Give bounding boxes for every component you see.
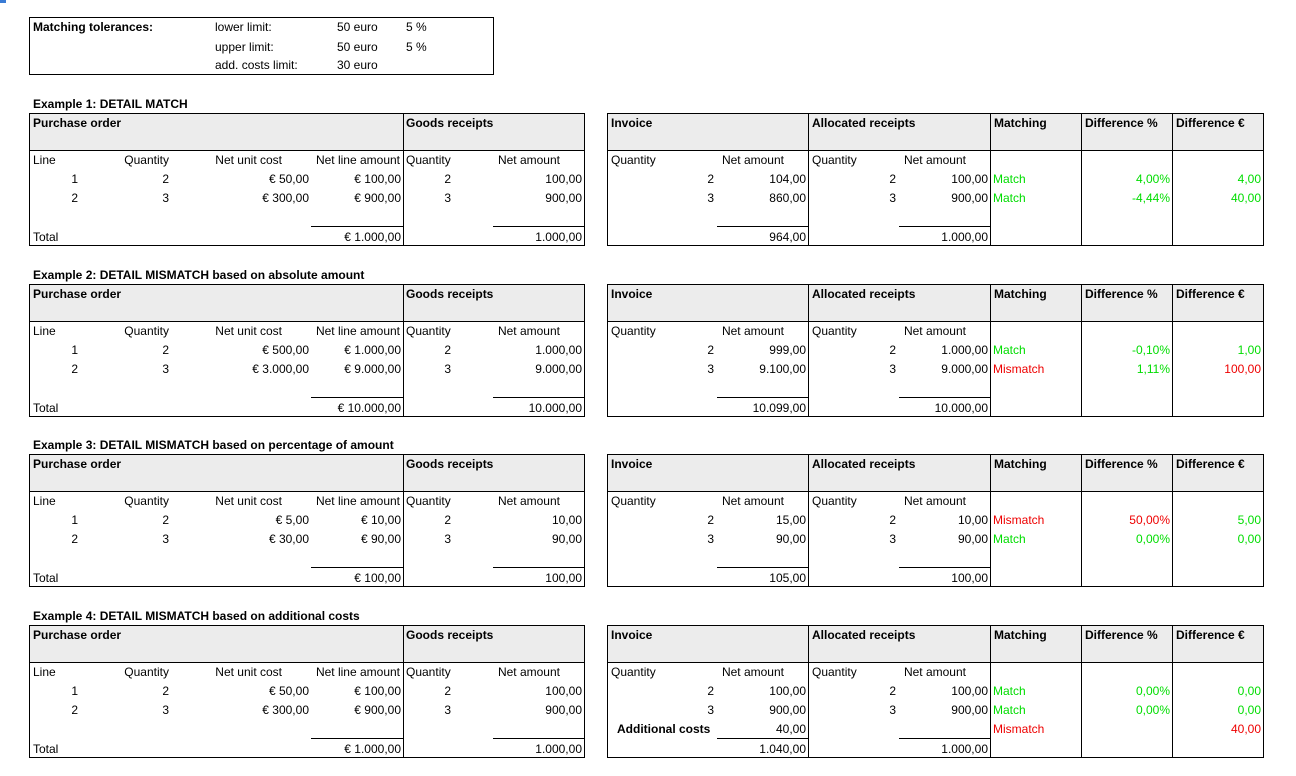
inv-net-amount: 100,00 bbox=[769, 684, 806, 698]
allocated-receipts-heading: Allocated receipts bbox=[812, 287, 916, 301]
sum-line bbox=[899, 567, 990, 568]
col-gr-net-amount: Net amount bbox=[497, 494, 560, 508]
col-net-line-amount: Net line amount bbox=[315, 324, 400, 338]
al-quantity: 2 bbox=[889, 343, 896, 357]
col-quantity: Quantity bbox=[124, 153, 169, 167]
sum-line bbox=[493, 397, 584, 398]
sum-line bbox=[717, 397, 808, 398]
inv-net-amount: 860,00 bbox=[769, 191, 806, 205]
match-status: Match bbox=[993, 191, 1026, 205]
column-divider bbox=[1081, 454, 1082, 587]
line-number: 2 bbox=[71, 362, 78, 376]
column-divider bbox=[808, 625, 809, 758]
difference-pct: -0,10% bbox=[1131, 343, 1170, 357]
sum-line bbox=[717, 738, 808, 739]
difference-eur-heading: Difference € bbox=[1176, 287, 1245, 301]
line-number: 2 bbox=[71, 532, 78, 546]
column-divider bbox=[1172, 454, 1173, 587]
col-al-quantity: Quantity bbox=[812, 665, 857, 679]
gr-net-amount: 10,00 bbox=[551, 513, 582, 527]
gr-quantity: 3 bbox=[444, 191, 451, 205]
gr-net-amount: 100,00 bbox=[545, 172, 582, 186]
col-al-quantity: Quantity bbox=[812, 324, 857, 338]
matching-heading: Matching bbox=[994, 116, 1047, 130]
col-gr-quantity: Quantity bbox=[406, 324, 451, 338]
total-gr: 1.000,00 bbox=[535, 742, 582, 756]
inv-quantity: 2 bbox=[707, 172, 714, 186]
sum-line bbox=[493, 226, 584, 227]
additional-costs-match: Mismatch bbox=[993, 722, 1045, 736]
example-title: Example 2: DETAIL MISMATCH based on absolute amount bbox=[33, 268, 365, 282]
sum-line bbox=[311, 567, 403, 568]
column-divider bbox=[1172, 625, 1173, 758]
total-po: € 100,00 bbox=[354, 571, 401, 585]
difference-eur-heading: Difference € bbox=[1176, 628, 1245, 642]
col-gr-net-amount: Net amount bbox=[497, 665, 560, 679]
po-gr-divider bbox=[403, 625, 404, 758]
difference-eur: 4,00 bbox=[1237, 172, 1261, 186]
difference-eur: 40,00 bbox=[1230, 191, 1261, 205]
col-line: Line bbox=[33, 153, 56, 167]
gr-net-amount: 900,00 bbox=[545, 191, 582, 205]
col-inv-quantity: Quantity bbox=[611, 324, 656, 338]
line-amount: € 100,00 bbox=[354, 684, 401, 698]
goods-receipts-heading: Goods receipts bbox=[406, 457, 494, 471]
col-inv-net-amount: Net amount bbox=[721, 665, 784, 679]
goods-receipts-heading: Goods receipts bbox=[406, 287, 494, 301]
line-quantity: 3 bbox=[162, 191, 169, 205]
al-quantity: 3 bbox=[889, 703, 896, 717]
line-quantity: 3 bbox=[162, 532, 169, 546]
gr-quantity: 3 bbox=[444, 703, 451, 717]
col-al-net-amount: Net amount bbox=[903, 153, 966, 167]
gr-net-amount: 1.000,00 bbox=[535, 343, 582, 357]
line-amount: € 9.000,00 bbox=[344, 362, 401, 376]
line-unit-cost: € 50,00 bbox=[268, 172, 309, 186]
line-number: 1 bbox=[71, 684, 78, 698]
invoice-heading: Invoice bbox=[611, 457, 653, 471]
total-label: Total bbox=[33, 571, 59, 585]
tol-addcost-label: add. costs limit: bbox=[215, 58, 298, 72]
allocated-receipts-heading: Allocated receipts bbox=[812, 628, 916, 642]
line-amount: € 900,00 bbox=[354, 191, 401, 205]
difference-pct-heading: Difference % bbox=[1085, 628, 1158, 642]
difference-pct: -4,44% bbox=[1131, 191, 1170, 205]
total-gr: 100,00 bbox=[545, 571, 582, 585]
line-quantity: 2 bbox=[162, 513, 169, 527]
col-net-unit-cost: Net unit cost bbox=[215, 153, 282, 167]
col-inv-net-amount: Net amount bbox=[721, 153, 784, 167]
al-net-amount: 90,00 bbox=[957, 532, 988, 546]
col-quantity: Quantity bbox=[124, 665, 169, 679]
additional-costs-amount: 40,00 bbox=[775, 722, 806, 736]
gr-net-amount: 100,00 bbox=[545, 684, 582, 698]
al-net-amount: 900,00 bbox=[951, 191, 988, 205]
col-line: Line bbox=[33, 324, 56, 338]
invoice-heading: Invoice bbox=[611, 116, 653, 130]
sum-line bbox=[899, 226, 990, 227]
total-label: Total bbox=[33, 401, 59, 415]
al-quantity: 2 bbox=[889, 172, 896, 186]
sum-line bbox=[311, 226, 403, 227]
purchase-order-heading: Purchase order bbox=[33, 457, 122, 471]
total-al: 10.000,00 bbox=[934, 401, 988, 415]
gr-quantity: 2 bbox=[444, 343, 451, 357]
difference-pct: 4,00% bbox=[1135, 172, 1170, 186]
al-quantity: 3 bbox=[889, 532, 896, 546]
line-unit-cost: € 300,00 bbox=[262, 191, 309, 205]
line-number: 2 bbox=[71, 703, 78, 717]
total-al: 1.000,00 bbox=[941, 742, 988, 756]
gr-quantity: 2 bbox=[444, 684, 451, 698]
inv-quantity: 2 bbox=[707, 343, 714, 357]
sum-line bbox=[717, 567, 808, 568]
sum-line bbox=[311, 738, 403, 739]
sum-line bbox=[493, 567, 584, 568]
difference-pct: 1,11% bbox=[1136, 362, 1170, 376]
difference-pct-heading: Difference % bbox=[1085, 457, 1158, 471]
po-gr-divider bbox=[403, 284, 404, 417]
line-number: 2 bbox=[71, 191, 78, 205]
additional-costs-diff-eur: 40,00 bbox=[1230, 722, 1261, 736]
match-status: Match bbox=[993, 703, 1026, 717]
col-quantity: Quantity bbox=[124, 324, 169, 338]
col-gr-quantity: Quantity bbox=[406, 494, 451, 508]
al-net-amount: 100,00 bbox=[951, 172, 988, 186]
line-number: 1 bbox=[71, 343, 78, 357]
tol-addcost-amount: 30 euro bbox=[337, 58, 378, 72]
col-al-net-amount: Net amount bbox=[903, 665, 966, 679]
difference-eur: 0,00 bbox=[1237, 703, 1261, 717]
match-status: Match bbox=[993, 684, 1026, 698]
total-gr: 10.000,00 bbox=[528, 401, 582, 415]
goods-receipts-heading: Goods receipts bbox=[406, 116, 494, 130]
gr-quantity: 3 bbox=[444, 362, 451, 376]
col-gr-quantity: Quantity bbox=[406, 153, 451, 167]
line-unit-cost: € 5,00 bbox=[275, 513, 309, 527]
gr-net-amount: 900,00 bbox=[545, 703, 582, 717]
line-amount: € 90,00 bbox=[360, 532, 401, 546]
col-al-net-amount: Net amount bbox=[903, 494, 966, 508]
line-quantity: 2 bbox=[162, 172, 169, 186]
difference-eur: 5,00 bbox=[1237, 513, 1261, 527]
col-net-line-amount: Net line amount bbox=[315, 494, 400, 508]
difference-eur: 1,00 bbox=[1237, 343, 1261, 357]
column-divider bbox=[990, 284, 991, 417]
col-inv-quantity: Quantity bbox=[611, 494, 656, 508]
line-quantity: 2 bbox=[162, 343, 169, 357]
column-divider bbox=[1081, 625, 1082, 758]
sum-line bbox=[311, 397, 403, 398]
additional-costs-label: Additional costs bbox=[617, 722, 711, 736]
column-divider bbox=[1081, 284, 1082, 417]
tol-lower-label: lower limit: bbox=[215, 20, 272, 34]
difference-pct: 0,00% bbox=[1135, 703, 1170, 717]
al-net-amount: 10,00 bbox=[957, 513, 988, 527]
example-title: Example 4: DETAIL MISMATCH based on additional costs bbox=[33, 609, 360, 623]
col-line: Line bbox=[33, 494, 56, 508]
total-po: € 10.000,00 bbox=[337, 401, 401, 415]
column-divider bbox=[1172, 284, 1173, 417]
al-quantity: 3 bbox=[889, 191, 896, 205]
col-inv-quantity: Quantity bbox=[611, 665, 656, 679]
gr-quantity: 2 bbox=[444, 172, 451, 186]
tol-lower-pct: 5 % bbox=[406, 20, 427, 34]
col-inv-net-amount: Net amount bbox=[721, 324, 784, 338]
match-status: Mismatch bbox=[993, 362, 1045, 376]
line-amount: € 900,00 bbox=[354, 703, 401, 717]
inv-quantity: 2 bbox=[707, 684, 714, 698]
total-label: Total bbox=[33, 742, 59, 756]
total-gr: 1.000,00 bbox=[535, 230, 582, 244]
match-status: Match bbox=[993, 532, 1026, 546]
invoice-heading: Invoice bbox=[611, 628, 653, 642]
purchase-order-heading: Purchase order bbox=[33, 287, 122, 301]
total-al: 1.000,00 bbox=[941, 230, 988, 244]
line-quantity: 3 bbox=[162, 703, 169, 717]
invoice-heading: Invoice bbox=[611, 287, 653, 301]
line-unit-cost: € 500,00 bbox=[262, 343, 309, 357]
purchase-order-heading: Purchase order bbox=[33, 628, 122, 642]
total-inv: 10.099,00 bbox=[752, 401, 806, 415]
po-gr-divider bbox=[403, 454, 404, 587]
line-unit-cost: € 300,00 bbox=[262, 703, 309, 717]
inv-net-amount: 900,00 bbox=[769, 703, 806, 717]
col-al-quantity: Quantity bbox=[812, 153, 857, 167]
total-inv: 1.040,00 bbox=[759, 742, 806, 756]
al-net-amount: 9.000,00 bbox=[941, 362, 988, 376]
po-gr-divider bbox=[403, 113, 404, 246]
col-net-unit-cost: Net unit cost bbox=[215, 324, 282, 338]
col-net-line-amount: Net line amount bbox=[315, 665, 400, 679]
difference-eur-heading: Difference € bbox=[1176, 457, 1245, 471]
difference-eur-heading: Difference € bbox=[1176, 116, 1245, 130]
difference-eur: 0,00 bbox=[1237, 532, 1261, 546]
difference-eur: 100,00 bbox=[1224, 362, 1261, 376]
col-net-unit-cost: Net unit cost bbox=[215, 494, 282, 508]
difference-pct: 50,00% bbox=[1129, 513, 1170, 527]
line-quantity: 2 bbox=[162, 684, 169, 698]
inv-quantity: 3 bbox=[707, 532, 714, 546]
inv-net-amount: 999,00 bbox=[769, 343, 806, 357]
total-inv: 105,00 bbox=[769, 571, 806, 585]
total-label: Total bbox=[33, 230, 59, 244]
col-net-unit-cost: Net unit cost bbox=[215, 665, 282, 679]
column-divider bbox=[1081, 113, 1082, 246]
col-net-line-amount: Net line amount bbox=[315, 153, 400, 167]
col-gr-net-amount: Net amount bbox=[497, 324, 560, 338]
match-status: Mismatch bbox=[993, 513, 1045, 527]
selection-marker bbox=[0, 0, 6, 3]
matching-heading: Matching bbox=[994, 628, 1047, 642]
tol-upper-amount: 50 euro bbox=[337, 40, 378, 54]
tol-upper-label: upper limit: bbox=[215, 40, 274, 54]
line-number: 1 bbox=[71, 513, 78, 527]
matching-heading: Matching bbox=[994, 287, 1047, 301]
column-divider bbox=[808, 454, 809, 587]
column-divider bbox=[1172, 113, 1173, 246]
line-amount: € 1.000,00 bbox=[344, 343, 401, 357]
example-title: Example 1: DETAIL MATCH bbox=[33, 97, 188, 111]
al-quantity: 2 bbox=[889, 684, 896, 698]
tolerances-title: Matching tolerances: bbox=[33, 20, 154, 34]
col-al-quantity: Quantity bbox=[812, 494, 857, 508]
inv-net-amount: 9.100,00 bbox=[759, 362, 806, 376]
col-inv-net-amount: Net amount bbox=[721, 494, 784, 508]
inv-quantity: 3 bbox=[707, 703, 714, 717]
column-divider bbox=[990, 625, 991, 758]
al-quantity: 2 bbox=[889, 513, 896, 527]
line-unit-cost: € 50,00 bbox=[268, 684, 309, 698]
difference-eur: 0,00 bbox=[1237, 684, 1261, 698]
gr-quantity: 2 bbox=[444, 513, 451, 527]
inv-quantity: 2 bbox=[707, 513, 714, 527]
difference-pct: 0,00% bbox=[1135, 532, 1170, 546]
col-gr-quantity: Quantity bbox=[406, 665, 451, 679]
match-status: Match bbox=[993, 343, 1026, 357]
difference-pct-heading: Difference % bbox=[1085, 287, 1158, 301]
difference-pct-heading: Difference % bbox=[1085, 116, 1158, 130]
col-gr-net-amount: Net amount bbox=[497, 153, 560, 167]
al-net-amount: 900,00 bbox=[951, 703, 988, 717]
line-amount: € 10,00 bbox=[360, 513, 401, 527]
inv-net-amount: 15,00 bbox=[775, 513, 806, 527]
al-net-amount: 1.000,00 bbox=[941, 343, 988, 357]
example-title: Example 3: DETAIL MISMATCH based on percentage of amount bbox=[33, 438, 394, 452]
goods-receipts-heading: Goods receipts bbox=[406, 628, 494, 642]
sum-line bbox=[493, 738, 584, 739]
purchase-order-heading: Purchase order bbox=[33, 116, 122, 130]
gr-net-amount: 90,00 bbox=[551, 532, 582, 546]
total-po: € 1.000,00 bbox=[344, 742, 401, 756]
match-status: Match bbox=[993, 172, 1026, 186]
difference-pct: 0,00% bbox=[1135, 684, 1170, 698]
inv-net-amount: 104,00 bbox=[769, 172, 806, 186]
inv-quantity: 3 bbox=[707, 362, 714, 376]
col-line: Line bbox=[33, 665, 56, 679]
total-inv: 964,00 bbox=[769, 230, 806, 244]
column-divider bbox=[808, 113, 809, 246]
col-al-net-amount: Net amount bbox=[903, 324, 966, 338]
col-inv-quantity: Quantity bbox=[611, 153, 656, 167]
column-divider bbox=[990, 454, 991, 587]
al-quantity: 3 bbox=[889, 362, 896, 376]
tol-upper-pct: 5 % bbox=[406, 40, 427, 54]
line-number: 1 bbox=[71, 172, 78, 186]
gr-quantity: 3 bbox=[444, 532, 451, 546]
inv-quantity: 3 bbox=[707, 191, 714, 205]
tol-lower-amount: 50 euro bbox=[337, 20, 378, 34]
al-net-amount: 100,00 bbox=[951, 684, 988, 698]
total-po: € 1.000,00 bbox=[344, 230, 401, 244]
sum-line bbox=[899, 738, 990, 739]
col-quantity: Quantity bbox=[124, 494, 169, 508]
total-al: 100,00 bbox=[951, 571, 988, 585]
line-unit-cost: € 30,00 bbox=[268, 532, 309, 546]
matching-heading: Matching bbox=[994, 457, 1047, 471]
gr-net-amount: 9.000,00 bbox=[535, 362, 582, 376]
sum-line bbox=[899, 397, 990, 398]
line-unit-cost: € 3.000,00 bbox=[252, 362, 309, 376]
sum-line bbox=[717, 226, 808, 227]
inv-net-amount: 90,00 bbox=[775, 532, 806, 546]
allocated-receipts-heading: Allocated receipts bbox=[812, 457, 916, 471]
line-amount: € 100,00 bbox=[354, 172, 401, 186]
line-quantity: 3 bbox=[162, 362, 169, 376]
column-divider bbox=[808, 284, 809, 417]
column-divider bbox=[990, 113, 991, 246]
allocated-receipts-heading: Allocated receipts bbox=[812, 116, 916, 130]
